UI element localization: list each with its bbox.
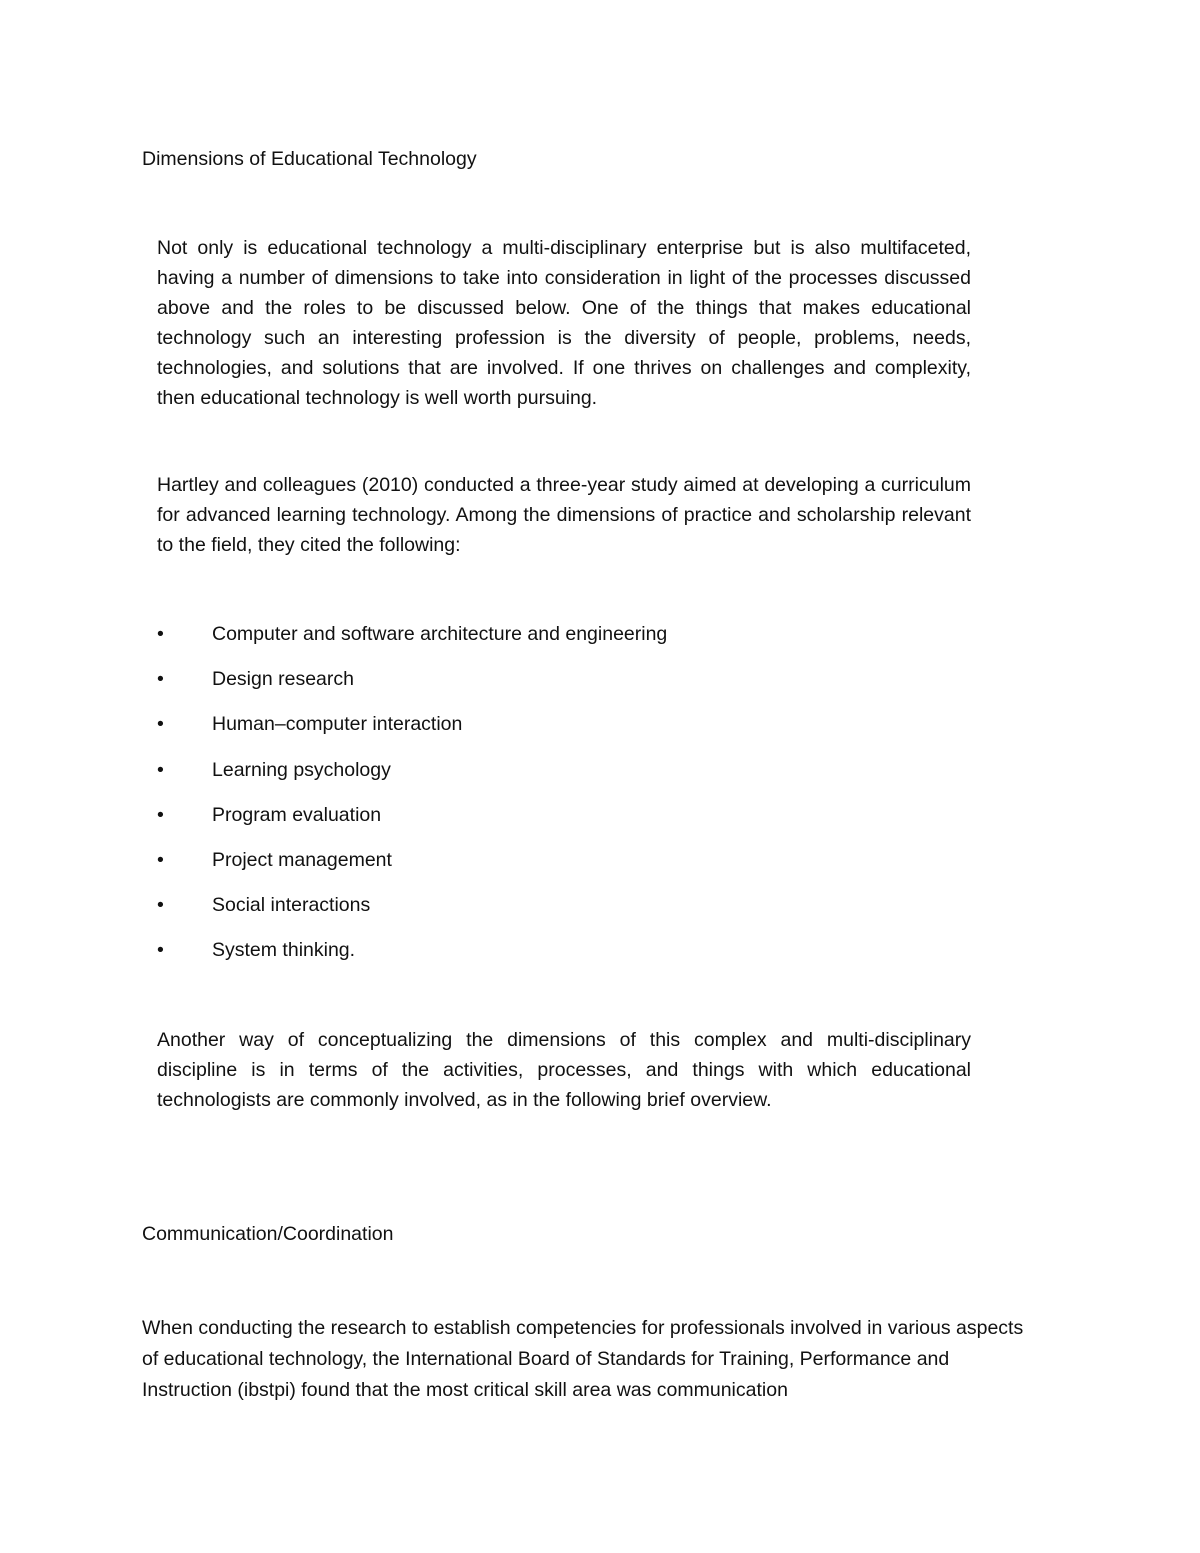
list-item-text: System thinking.: [212, 939, 356, 962]
document-title: Dimensions of Educational Technology: [142, 148, 477, 170]
bullet-icon: •: [157, 623, 164, 645]
paragraph-overview: Another way of conceptualizing the dimensions of this complex and multi-disciplinary discipline is in terms of the activities, processes, and things with which educational technologists are commonly involved, as in the following brief overview.: [157, 1029, 971, 1111]
bullet-icon: •: [157, 939, 164, 962]
list-item-text: Learning psychology: [212, 758, 391, 781]
bullet-icon: •: [157, 848, 164, 871]
bullet-icon: •: [157, 668, 164, 691]
list-item-text: Human–computer interaction: [212, 713, 463, 736]
paragraph-communication: When conducting the research to establish competencies for professionals involved in various aspects of educational technology, the International Board of Standards for Training, Performance and Instruction (ibstpi) found that the most critical skill area was communication: [142, 1317, 1024, 1401]
bullet-icon: •: [157, 894, 164, 917]
paragraph-hartley-study: Hartley and colleagues (2010) conducted a three-year study aimed at developing a curriculum for advanced learning technology. Among the dimensions of practice and scholarship relevant to the field, they cited the following:: [157, 474, 971, 556]
section-heading: Communication/Coordination: [142, 1223, 394, 1245]
list-item-text: Project management: [212, 848, 392, 871]
list-item-text: Design research: [212, 668, 354, 691]
bullet-icon: •: [157, 803, 164, 826]
bullet-icon: •: [157, 713, 164, 736]
list-item-text: Program evaluation: [212, 803, 382, 826]
list-item-text: Social interactions: [212, 894, 371, 917]
paragraph-intro: Not only is educational technology a multi-disciplinary enterprise but is also multifaceted, having a number of dimensions to take into consideration in light of the processes discussed above and the roles to be discussed below. One of the things that makes educational technology such an interesting profession is the diversity of people, problems, needs, technologies, and solutions that are involved. If one thrives on challenges and complexity, then educational technology is well worth pursuing.: [157, 237, 971, 409]
bullet-icon: •: [157, 758, 164, 781]
list-item-text: Computer and software architecture and engineering: [212, 623, 668, 645]
